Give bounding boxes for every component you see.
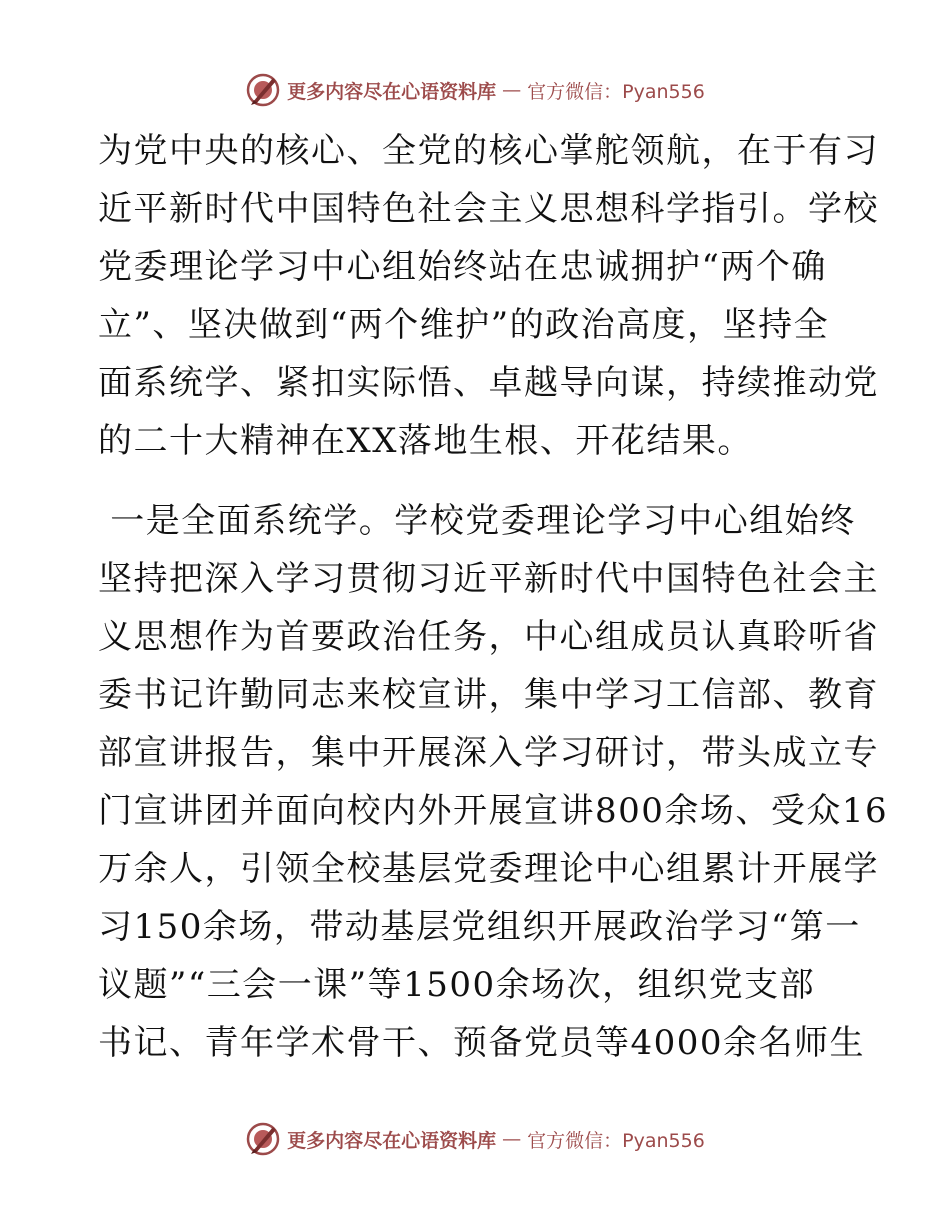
text-line: 万余人，引领全校基层党委理论中心组累计开展学	[98, 849, 879, 889]
banner-title: 更多内容尽在心语资料库	[287, 80, 497, 103]
banner-dash: —	[502, 79, 522, 101]
text-line: 坚持把深入学习贯彻习近平新时代中国特色社会主	[98, 559, 879, 599]
banner-title: 更多内容尽在心语资料库	[287, 1129, 497, 1152]
text-line: 为党中央的核心、全党的核心掌舵领航，在于有习	[98, 131, 879, 171]
text-line: 书记、青年学术骨干、预备党员等4000余名师生	[98, 1023, 866, 1063]
text-line: 议题”“三会一课”等1500余场次，组织党支部	[98, 965, 816, 1005]
paragraph-intro	[98, 122, 879, 470]
text-line: 立”、坚决做到“两个维护”的政治高度，坚持全	[98, 305, 830, 345]
text-line: 委书记许勤同志来校宣讲，集中学习工信部、教育	[98, 675, 879, 715]
paragraph-gap	[98, 470, 858, 492]
banner-contact: 官方微信：Pyan556	[527, 80, 705, 103]
text-line: 门宣讲团并面向校内外开展宣讲800余场、受众16	[98, 791, 889, 831]
text-line: 面系统学、紧扣实际悟、卓越导向谋，持续推动党	[98, 363, 879, 403]
text-line: 部宣讲报告，集中开展深入学习研讨，带头成立专	[98, 733, 879, 773]
paragraph-study	[98, 492, 889, 1072]
text-line: 党委理论学习中心组始终站在忠诚拥护“两个确	[98, 247, 827, 287]
banner-dash: —	[502, 1128, 522, 1150]
text-line: 义思想作为首要政治任务，中心组成员认真聆听省	[98, 617, 879, 657]
document-body	[98, 122, 889, 1072]
header-watermark-banner	[0, 70, 950, 110]
text-line: 习150余场，带动基层党组织开展政治学习“第一	[98, 907, 861, 947]
quill-pen-logo-icon	[245, 72, 281, 108]
quill-pen-logo-icon	[245, 1121, 281, 1157]
banner-contact: 官方微信：Pyan556	[527, 1129, 705, 1152]
text-line: 近平新时代中国特色社会主义思想科学指引。学校	[98, 189, 879, 229]
text-line: 一是全面系统学。学校党委理论学习中心组始终	[98, 501, 856, 541]
footer-watermark-banner	[0, 1119, 950, 1159]
text-line: 的二十大精神在XX落地生根、开花结果。	[98, 421, 753, 461]
